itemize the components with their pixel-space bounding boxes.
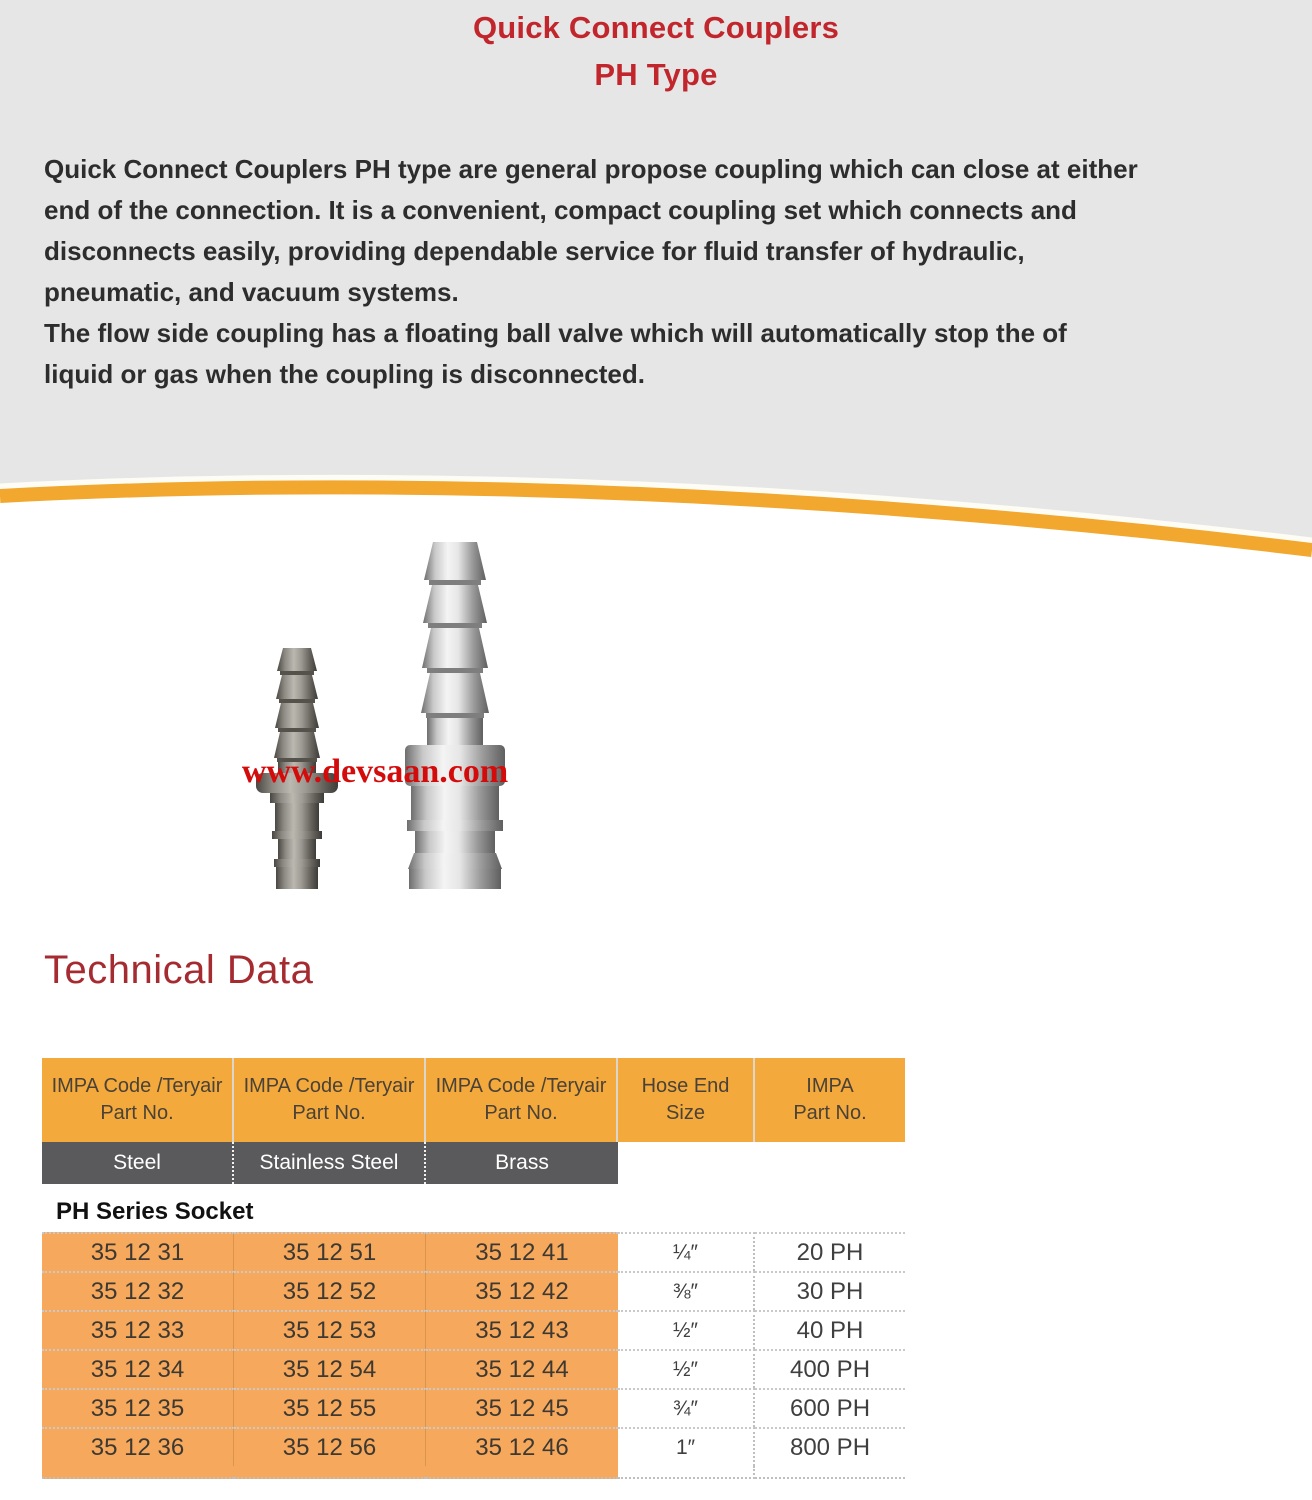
header-brass-col bbox=[426, 1058, 618, 1142]
header-text: Size bbox=[666, 1102, 705, 1124]
stainless-part-cell: 35 12 52 bbox=[234, 1271, 426, 1310]
hose-size-cell: ⅜″ bbox=[618, 1271, 755, 1310]
impa-part-cell: 20 PH bbox=[755, 1232, 905, 1271]
impa-part-cell: 40 PH bbox=[755, 1310, 905, 1349]
header-hose-end-col bbox=[618, 1058, 755, 1142]
header-text: Part No. bbox=[793, 1102, 867, 1124]
table-header-row bbox=[42, 1058, 905, 1142]
description-line: The flow side coupling has a floating ball valve which will automatically stop the of bbox=[44, 318, 1067, 348]
impa-part-cell: 400 PH bbox=[755, 1349, 905, 1388]
header-text: Part No. bbox=[100, 1102, 174, 1124]
material-stainless-label: Stainless Steel bbox=[234, 1142, 426, 1184]
stainless-part-cell: 35 12 51 bbox=[234, 1232, 426, 1271]
table-row bbox=[42, 1232, 905, 1271]
table-row bbox=[42, 1349, 905, 1388]
impa-part-cell: 30 PH bbox=[755, 1271, 905, 1310]
footer-orange-cell bbox=[234, 1466, 426, 1479]
brass-part-cell: 35 12 42 bbox=[426, 1271, 618, 1310]
header-steel-col bbox=[42, 1058, 234, 1142]
hose-size-cell: ½″ bbox=[618, 1349, 755, 1388]
header-text: IMPA Code /Teryair bbox=[435, 1075, 607, 1097]
hose-size-cell: ½″ bbox=[618, 1310, 755, 1349]
description-line: liquid or gas when the coupling is disconnected. bbox=[44, 359, 645, 389]
hose-size-cell: ¼″ bbox=[618, 1232, 755, 1271]
header-text: Hose End bbox=[641, 1075, 730, 1097]
technical-data-table bbox=[42, 1058, 905, 1479]
stainless-part-cell: 35 12 56 bbox=[234, 1427, 426, 1466]
table-row bbox=[42, 1427, 905, 1466]
stainless-part-cell: 35 12 55 bbox=[234, 1388, 426, 1427]
material-brass-label: Brass bbox=[426, 1142, 618, 1184]
table-row bbox=[42, 1271, 905, 1310]
brass-part-cell: 35 12 46 bbox=[426, 1427, 618, 1466]
page-title-line2: PH Type bbox=[594, 57, 718, 92]
header-text: Part No. bbox=[292, 1102, 366, 1124]
series-group-label: PH Series Socket bbox=[56, 1198, 254, 1225]
hose-size-cell: 1″ bbox=[618, 1427, 755, 1466]
technical-data-heading: Technical Data bbox=[44, 948, 314, 992]
header-text: IMPA Code /Teryair bbox=[243, 1075, 415, 1097]
watermark-text: www.devsaan.com bbox=[241, 753, 509, 790]
material-empty-cell bbox=[618, 1142, 755, 1184]
steel-part-cell: 35 12 33 bbox=[42, 1310, 234, 1349]
material-steel-label: Steel bbox=[42, 1142, 234, 1184]
footer-orange-cell bbox=[42, 1466, 234, 1479]
stainless-part-cell: 35 12 53 bbox=[234, 1310, 426, 1349]
description-line: pneumatic, and vacuum systems. bbox=[44, 277, 459, 307]
hose-size-cell: ¾″ bbox=[618, 1388, 755, 1427]
product-description bbox=[44, 149, 1304, 395]
brass-part-cell: 35 12 44 bbox=[426, 1349, 618, 1388]
footer-orange-cell bbox=[426, 1466, 618, 1479]
header-impa-col bbox=[755, 1058, 905, 1142]
material-empty-cell bbox=[755, 1142, 905, 1184]
brass-part-cell: 35 12 43 bbox=[426, 1310, 618, 1349]
footer-white-cell bbox=[618, 1466, 755, 1479]
stainless-part-cell: 35 12 54 bbox=[234, 1349, 426, 1388]
steel-part-cell: 35 12 34 bbox=[42, 1349, 234, 1388]
header-text: IMPA bbox=[806, 1075, 854, 1097]
steel-part-cell: 35 12 32 bbox=[42, 1271, 234, 1310]
description-line: end of the connection. It is a convenient, compact coupling set which connects and bbox=[44, 195, 1077, 225]
materials-row bbox=[42, 1142, 905, 1184]
steel-part-cell: 35 12 35 bbox=[42, 1388, 234, 1427]
header-text: IMPA Code /Teryair bbox=[51, 1075, 223, 1097]
description-line: Quick Connect Couplers PH type are general propose coupling which can close at either bbox=[44, 154, 1138, 184]
large-coupler-drawing bbox=[405, 542, 505, 889]
series-group-row bbox=[42, 1184, 905, 1232]
table-footer-strip bbox=[42, 1466, 905, 1479]
footer-white-cell bbox=[755, 1466, 905, 1479]
table-row bbox=[42, 1310, 905, 1349]
table-row bbox=[42, 1388, 905, 1427]
page-title bbox=[0, 4, 1312, 98]
impa-part-cell: 800 PH bbox=[755, 1427, 905, 1466]
coupler-product-image bbox=[230, 530, 530, 900]
steel-part-cell: 35 12 36 bbox=[42, 1427, 234, 1466]
brass-part-cell: 35 12 45 bbox=[426, 1388, 618, 1427]
impa-part-cell: 600 PH bbox=[755, 1388, 905, 1427]
header-text: Part No. bbox=[484, 1102, 558, 1124]
description-line: disconnects easily, providing dependable service for fluid transfer of hydraulic, bbox=[44, 236, 1025, 266]
steel-part-cell: 35 12 31 bbox=[42, 1232, 234, 1271]
header-stainless-col bbox=[234, 1058, 426, 1142]
brass-part-cell: 35 12 41 bbox=[426, 1232, 618, 1271]
page-title-line1: Quick Connect Couplers bbox=[472, 10, 840, 45]
